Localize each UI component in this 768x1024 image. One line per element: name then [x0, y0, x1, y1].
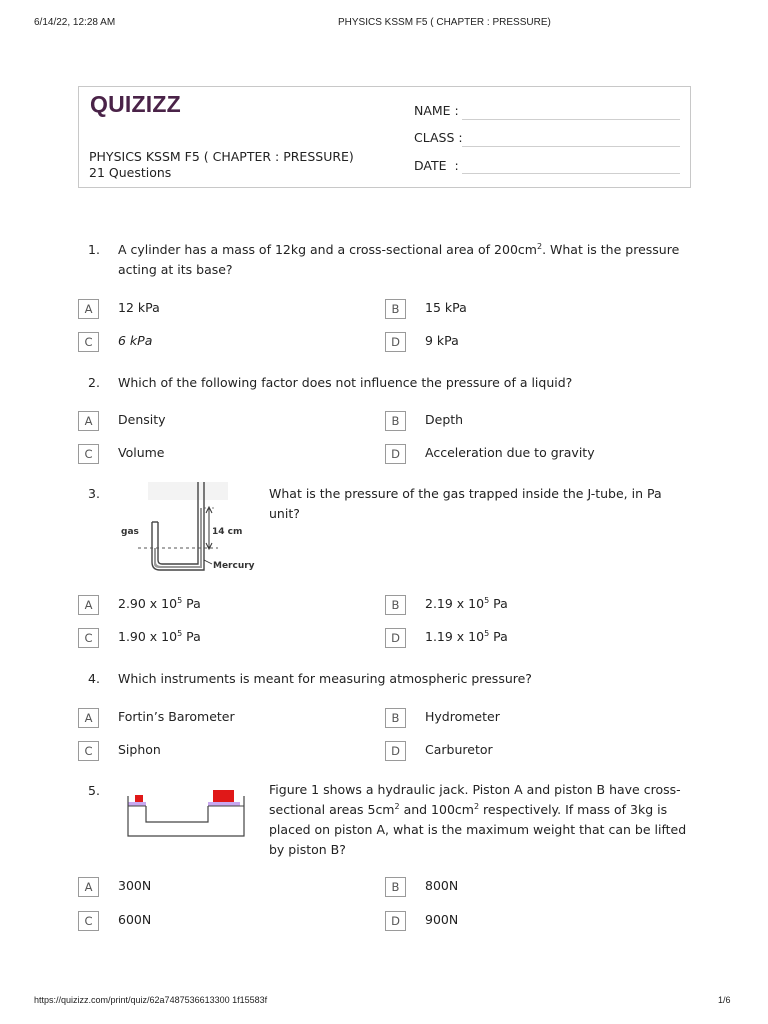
option-a-box[interactable]: A — [78, 708, 99, 728]
option-c-box[interactable]: C — [78, 741, 99, 761]
quiz-title: PHYSICS KSSM F5 ( CHAPTER : PRESSURE) — [89, 149, 354, 164]
option-d-text: 900N — [425, 912, 459, 927]
height-label: 14 cm — [212, 527, 243, 537]
print-datetime: 6/14/22, 12:28 AM — [34, 17, 116, 28]
option-c-box[interactable]: C — [78, 911, 99, 931]
gas-label: gas — [121, 527, 139, 537]
quizizz-logo: QUIZIZZ — [90, 91, 181, 117]
date-label: DATE : — [414, 158, 459, 173]
mercury-label: Mercury — [213, 561, 255, 571]
option-d-text: 9 kPa — [425, 333, 459, 348]
date-line — [462, 173, 680, 174]
name-line — [462, 119, 680, 120]
option-b-box[interactable]: B — [385, 708, 406, 728]
option-a-text: 12 kPa — [118, 300, 160, 315]
option-b-box[interactable]: B — [385, 595, 406, 615]
option-c-box[interactable]: C — [78, 332, 99, 352]
option-c-text: Volume — [118, 445, 165, 460]
option-c-box[interactable]: C — [78, 628, 99, 648]
question-number: 2. — [88, 375, 100, 390]
question-number: 1. — [88, 242, 100, 257]
option-d-text: Carburetor — [425, 742, 493, 757]
question-text: Which of the following factor does not influence the pressure of a liquid? — [118, 375, 573, 390]
name-label: NAME : — [414, 103, 459, 118]
page-number: 1/6 — [718, 995, 731, 1005]
option-d-box[interactable]: D — [385, 444, 406, 464]
print-title: PHYSICS KSSM F5 ( CHAPTER : PRESSURE) — [338, 17, 551, 28]
option-b-text: 2.19 x $10^5$ Pa — [425, 595, 508, 611]
option-a-text: Fortin’s Barometer — [118, 709, 235, 724]
option-a-box[interactable]: A — [78, 877, 99, 897]
option-b-text: Depth — [425, 412, 464, 427]
option-d-box[interactable]: D — [385, 911, 406, 931]
option-b-box[interactable]: B — [385, 411, 406, 431]
question-count: 21 Questions — [89, 165, 172, 180]
option-d-box[interactable]: D — [385, 332, 406, 352]
question-text: Which instruments is meant for measuring atmospheric pressure? — [118, 671, 532, 686]
option-c-text: Siphon — [118, 742, 161, 757]
question-number: 5. — [88, 783, 100, 798]
question-number: 4. — [88, 671, 100, 686]
option-c-text: 1.90 x $10^5$ Pa — [118, 628, 201, 644]
option-d-text: Acceleration due to gravity — [425, 445, 595, 460]
option-d-box[interactable]: D — [385, 741, 406, 761]
question-text: Figure 1 shows a hydraulic jack. Piston A and piston B have cross-sectional areas $5cm^2$ and $100cm^2$ respectively. If mass of 3kg is placed on piston A, what is the maximum weight that can be lifted by piston B? — [269, 782, 691, 857]
option-b-text: Hydrometer — [425, 709, 500, 724]
option-a-text: Density — [118, 412, 166, 427]
class-label: CLASS : — [414, 130, 463, 145]
option-d-text: 1.19 x $10^5$ Pa — [425, 628, 508, 644]
option-a-text: 300N — [118, 878, 152, 893]
option-c-text: 6 kPa — [118, 333, 153, 348]
class-line — [462, 146, 680, 147]
option-b-text: 15 kPa — [425, 300, 467, 315]
option-a-box[interactable]: A — [78, 299, 99, 319]
option-d-box[interactable]: D — [385, 628, 406, 648]
option-c-text: 600N — [118, 912, 152, 927]
print-url[interactable]: https://quizizz.com/print/quiz/62a7487536613300 1f15583f — [34, 995, 268, 1005]
option-a-text: 2.90 x $10^5$ Pa — [118, 595, 201, 611]
option-a-box[interactable]: A — [78, 595, 99, 615]
j-tube-figure — [118, 480, 258, 580]
question-text: What is the pressure of the gas trapped inside the J-tube, in Pa unit? — [269, 486, 662, 521]
option-b-text: 800N — [425, 878, 459, 893]
option-c-box[interactable]: C — [78, 444, 99, 464]
option-b-box[interactable]: B — [385, 877, 406, 897]
question-number: 3. — [88, 486, 100, 501]
option-b-box[interactable]: B — [385, 299, 406, 319]
option-a-box[interactable]: A — [78, 411, 99, 431]
question-text: A cylinder has a mass of 12kg and a cross-sectional area of $200cm^2$. What is the pressure acting at its base? — [118, 241, 680, 277]
hydraulic-jack-figure — [124, 786, 254, 842]
